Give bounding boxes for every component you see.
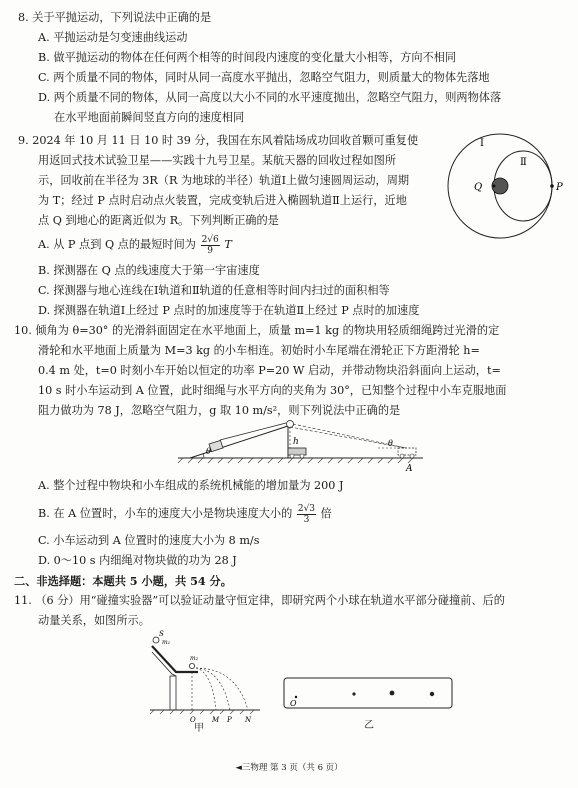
- q9-line-2: 用返回式技术试验卫星——实践十九号卫星。某航天器的回收过程如图所: [38, 154, 397, 167]
- collision-apparatus-figure: [140, 628, 270, 726]
- ground-hatch: [178, 458, 413, 463]
- angle-theta-incline: θ: [206, 447, 211, 456]
- figure-caption-jia: 甲: [194, 723, 204, 734]
- point-p-dot: [550, 184, 554, 188]
- ground-label-n: N: [245, 716, 252, 724]
- mark-p: [390, 691, 395, 696]
- orbit-diagram: [440, 130, 570, 248]
- mark-m: [352, 692, 355, 695]
- point-p-label: P: [556, 182, 563, 193]
- q10-option-b-suffix: 倍: [320, 507, 332, 520]
- ball-m2: [189, 663, 194, 668]
- q10-option-c: C. 小车运动到 A 位置时的速度大小为 8 m/s: [38, 534, 260, 547]
- section-heading: 二、非选择题：本题共 5 小题，共 54 分。: [14, 574, 232, 588]
- cart-a-wheel: [400, 454, 404, 458]
- q8-option-c: C. 两个质量不同的物体，同时从同一高度水平抛出，忽略空气阻力，则质量大的物体先落地: [38, 71, 490, 84]
- q10-line-4: 10 s 时小车运动到 A 位置，此时细绳与水平方向的夹角为 30°，已知整个过程中小车克服地面: [38, 384, 507, 397]
- q8-option-d: D. 两个质量不同的物体，从同一高度以大小不同的水平速度抛出，忽略空气阻力，则两物体落: [38, 91, 502, 104]
- label-s: S: [159, 630, 164, 638]
- trajectory-m: [196, 668, 216, 710]
- trajectory-n: [196, 668, 248, 710]
- q9-option-c: C. 探测器与地心连线在Ⅰ轨道和Ⅱ轨道的任意相等时间内扫过的面积相等: [38, 284, 390, 297]
- q9-line-3: 示，回收前在半径为 3R（R 为地球的半径）轨道Ⅰ上做匀速圆周运动，周期: [38, 174, 410, 187]
- q8-option-a: A. 平抛运动是匀变速曲线运动: [38, 31, 188, 44]
- ground-label-m: M: [212, 716, 220, 724]
- cart-a-wheel: [410, 454, 414, 458]
- pulley: [287, 421, 294, 428]
- q9-option-b: B. 探测器在 Q 点的线速度大于第一宇宙速度: [38, 264, 260, 277]
- q9-line-5: 点 Q 到地心的距离近似为 R。下列判断正确的是: [38, 214, 279, 227]
- q9-option-a-unit: T: [224, 238, 232, 251]
- floor-hatch: [150, 710, 254, 714]
- q9-frac-den: 9: [207, 245, 214, 256]
- q8-option-b: B. 做平抛运动的物体在任何两个相等的时间段内速度的变化量大小相等，方向不相同: [38, 51, 457, 64]
- incline-diagram: [178, 418, 428, 476]
- orbit-i-label: Ⅰ: [480, 138, 484, 149]
- q9-line-4: 为 T；经过 P 点时启动点火装置，完成变轨后进入椭圆轨道Ⅱ上运行，近地: [38, 194, 407, 207]
- orbit-ii-label: Ⅱ: [520, 157, 527, 168]
- height-h-label: h: [293, 437, 299, 447]
- cart-initial: [288, 448, 306, 455]
- point-q-dot: [493, 185, 496, 188]
- q9-option-a-fraction: [201, 235, 220, 256]
- mark-o: [295, 696, 297, 698]
- ground-label-p: P: [227, 716, 232, 724]
- q11-line-2: 动量关系，如图所示。: [38, 614, 150, 627]
- stand-post: [170, 676, 176, 710]
- ramp-support: [152, 652, 176, 676]
- q10-option-b-fraction: [297, 504, 316, 525]
- label-m2: m₂: [190, 655, 199, 662]
- q9-option-a: [38, 234, 232, 256]
- incline: [190, 426, 288, 458]
- paper-strip: [284, 678, 452, 708]
- q10-option-b-text: B. 在 A 位置时，小车的速度大小是物块速度大小的: [38, 507, 293, 520]
- cart-initial-wheel: [290, 454, 294, 458]
- point-a-label: A: [406, 464, 413, 474]
- mark-o-label: O: [290, 699, 297, 708]
- label-m1: m₁: [162, 639, 171, 646]
- q8-option-d-cont: 在水平地面前瞬间竖直方向的速度相同: [54, 111, 245, 124]
- q8-stem: 8. 关于平抛运动，下列说法中正确的是: [18, 11, 212, 24]
- angle-theta-a: θ: [388, 439, 393, 448]
- q10-line-3: 0.4 m 处，t=0 时刻小车开始以恒定的功率 P=20 W 启动，并带动物块沿斜面向上运动，t=: [38, 364, 501, 377]
- cart-initial-wheel: [300, 454, 304, 458]
- mark-n: [430, 692, 434, 696]
- q9-option-d: D. 探测器在轨道Ⅰ上经过 P 点时的加速度等于在轨道Ⅱ上经过 P 点时的加速度: [38, 304, 420, 317]
- q9-line-1: 9. 2024 年 10 月 11 日 10 时 39 分，我国在东风着陆场成功回收首颗可重复使: [18, 134, 419, 147]
- q10-option-b: [38, 503, 332, 525]
- q9-option-a-text: A. 从 P 点到 Q 点的最短时间为: [38, 238, 196, 251]
- q10-option-a: A. 整个过程中物块和小车组成的系统机械能的增加量为 200 J: [38, 479, 344, 492]
- block-m: [209, 440, 223, 451]
- page-footer: ◄三物理 第 3 页（共 6 页）: [235, 763, 343, 773]
- q10-option-d: D. 0～10 s 内细绳对物块做的功为 28 J: [38, 554, 237, 567]
- cart-at-a: [398, 448, 416, 455]
- q10-frac-num: 2√3: [297, 503, 316, 514]
- q10-line-5: 阻力做功为 78 J，忽略空气阻力，g 取 10 m/s²，则下列说法中正确的是: [38, 404, 401, 417]
- trajectory-p: [196, 668, 230, 710]
- figure-caption-yi: 乙: [364, 720, 374, 731]
- q11-line-1: 11. （6 分）用“碰撞实验器”可以验证动量守恒定律，即研究两个小球在轨道水平部分碰撞前、后的: [14, 594, 505, 607]
- ground-label-o: O: [190, 716, 196, 724]
- q9-frac-num: 2√6: [201, 234, 219, 245]
- landing-marks-figure: [282, 676, 454, 710]
- q10-frac-den: 3: [303, 514, 310, 525]
- point-q-label: Q: [474, 182, 483, 193]
- q10-line-2: 滑轮和水平地面上质量为 M=3 kg 的小车相连。初始时小车尾端在滑轮正下方距滑轮 h=: [38, 344, 480, 357]
- q10-line-1: 10. 倾角为 θ=30° 的光滑斜面固定在水平地面上，质量 m=1 kg 的物块用轻质细绳跨过光滑的定: [14, 324, 500, 337]
